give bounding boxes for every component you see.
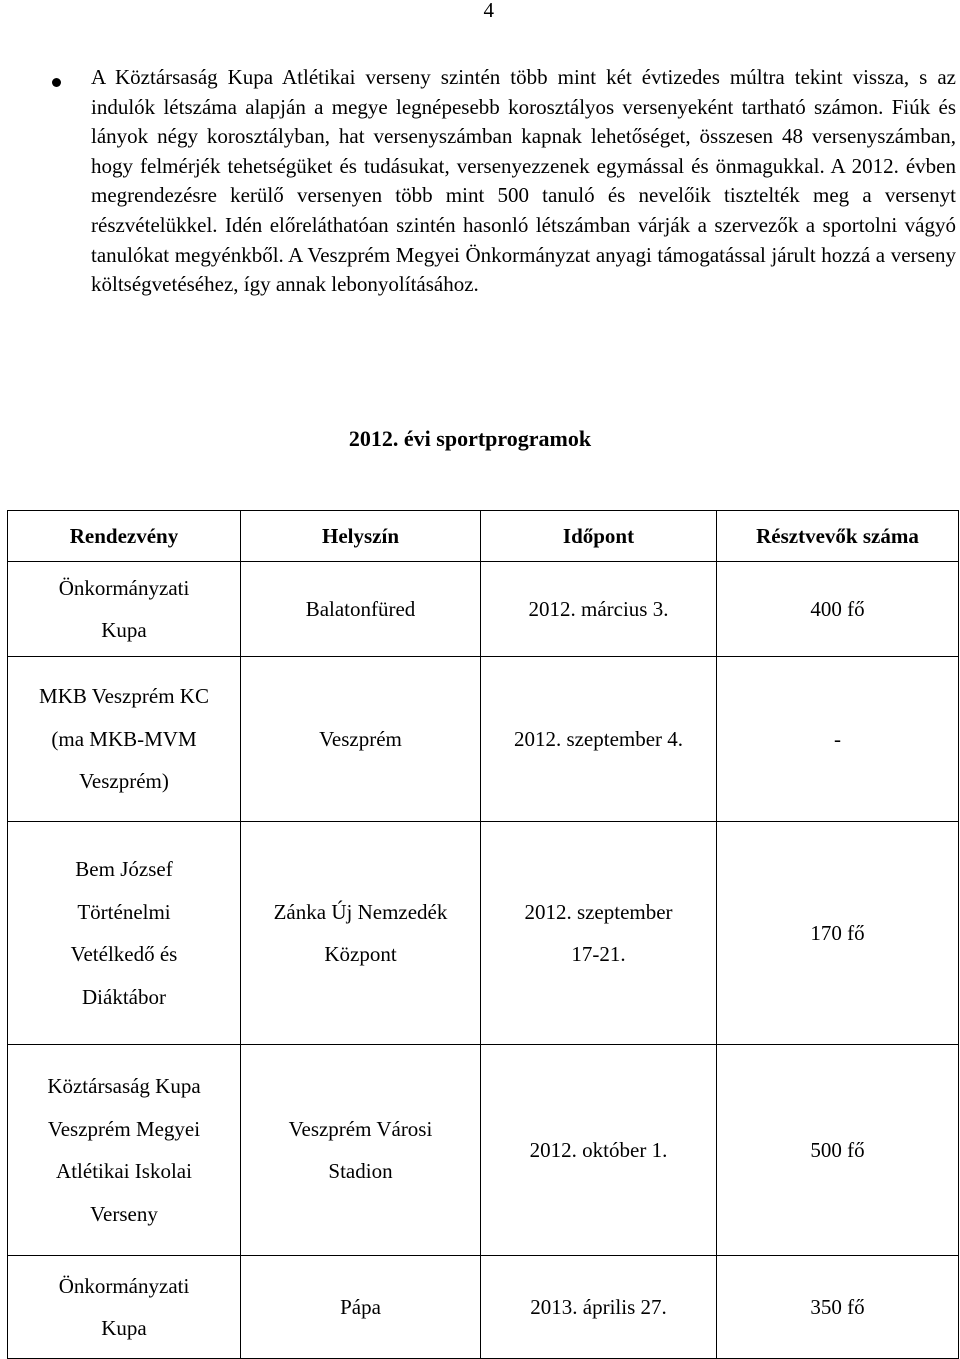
cell-line: Történelmi bbox=[77, 899, 171, 924]
cell-location bbox=[241, 657, 481, 822]
cell-line: Pápa bbox=[340, 1294, 381, 1319]
cell-line: Önkormányzati bbox=[58, 1273, 190, 1298]
cell-line: Stadion bbox=[328, 1159, 393, 1183]
cell-line: (ma MKB-MVM bbox=[51, 726, 197, 751]
header-event: Rendezvény bbox=[8, 511, 241, 562]
cell-line: 2012. október 1. bbox=[529, 1137, 668, 1162]
table-row bbox=[8, 1256, 959, 1359]
sport-programs-table bbox=[7, 510, 959, 1359]
cell-line: Veszprém bbox=[319, 726, 402, 751]
section-title: 2012. évi sportprogramok bbox=[348, 426, 592, 451]
cell-line: Bem József bbox=[75, 857, 173, 881]
cell-participants: 170 fő bbox=[717, 822, 959, 1045]
table-row bbox=[8, 1045, 959, 1256]
cell-line: 2013. április 27. bbox=[530, 1294, 667, 1319]
cell-line: 17-21. bbox=[571, 942, 626, 966]
cell-line: 2012. szeptember bbox=[524, 899, 673, 924]
cell-line: 2012. március 3. bbox=[528, 596, 669, 621]
bullet-icon bbox=[52, 78, 61, 87]
cell-line: Verseny bbox=[90, 1201, 158, 1226]
cell-line: 2012. szeptember 4. bbox=[513, 726, 684, 751]
header-date: Időpont bbox=[481, 511, 717, 562]
cell-line: Veszprém) bbox=[79, 769, 169, 794]
page-number: 4 bbox=[483, 0, 494, 22]
cell-participants: 350 fő bbox=[717, 1256, 959, 1359]
cell-line: Veszprém Megyei bbox=[47, 1116, 201, 1141]
bullet-paragraph bbox=[50, 63, 958, 300]
cell-date bbox=[481, 1045, 717, 1256]
cell-event bbox=[8, 1045, 241, 1256]
cell-date bbox=[481, 657, 717, 822]
cell-event bbox=[8, 657, 241, 822]
cell-location bbox=[241, 1045, 481, 1256]
table-row bbox=[8, 562, 959, 657]
cell-participants: 500 fő bbox=[717, 1045, 959, 1256]
cell-date bbox=[481, 822, 717, 1045]
table-row bbox=[8, 822, 959, 1045]
table-header-row bbox=[8, 511, 959, 562]
cell-line: Zánka Új Nemzedék bbox=[273, 899, 448, 924]
cell-event bbox=[8, 562, 241, 657]
cell-line: Kupa bbox=[101, 618, 147, 642]
cell-line: Balatonfüred bbox=[305, 596, 416, 621]
cell-line: MKB Veszprém KC bbox=[39, 684, 209, 709]
cell-line: Vetélkedő és bbox=[70, 942, 178, 966]
header-location: Helyszín bbox=[241, 511, 481, 562]
cell-participants: 400 fő bbox=[717, 562, 959, 657]
cell-location bbox=[241, 1256, 481, 1359]
header-participants: Résztvevők száma bbox=[717, 511, 959, 562]
cell-line: Kupa bbox=[101, 1316, 147, 1340]
cell-line: Atlétikai Iskolai bbox=[56, 1159, 192, 1183]
cell-line: Veszprém Városi bbox=[288, 1116, 433, 1141]
cell-participants: - bbox=[717, 657, 959, 822]
cell-line: Diáktábor bbox=[82, 984, 166, 1009]
cell-location bbox=[241, 822, 481, 1045]
cell-event bbox=[8, 822, 241, 1045]
cell-line: Köztársaság Kupa bbox=[47, 1074, 201, 1098]
cell-line: Önkormányzati bbox=[58, 575, 190, 600]
cell-line: Központ bbox=[324, 942, 397, 966]
cell-event bbox=[8, 1256, 241, 1359]
cell-date bbox=[481, 562, 717, 657]
cell-date bbox=[481, 1256, 717, 1359]
paragraph-text: A Köztársaság Kupa Atlétikai verseny szintén több mint két évtizedes múltra tekint vissza, s az indulók létszáma alapján a megye legnépesebb korosztályos versenyeként tartható számon. Fiúk és lányok négy korosztályban, hat versenyszámban kapnak lehetőséget, összesen 48 versenyszámban, hogy felmérjék tehetségüket és tudásukat, versenyezzenek egymással és önmagukkal. A 2012. évben megrendezésre kerülő versenyen több mint 500 tanuló és nevelőik tisztelték meg a versenyt részvételükkel. Idén előreláthatóan szintén hasonló létszámban várják a szervezők a sportolni vágyó tanulókat megyénkből. A Veszprém Megyei Önkormányzat anyagi támogatással járult hozzá a verseny költségvetéséhez, így annak lebonyolításához. bbox=[91, 65, 956, 297]
cell-location bbox=[241, 562, 481, 657]
table-row bbox=[8, 657, 959, 822]
